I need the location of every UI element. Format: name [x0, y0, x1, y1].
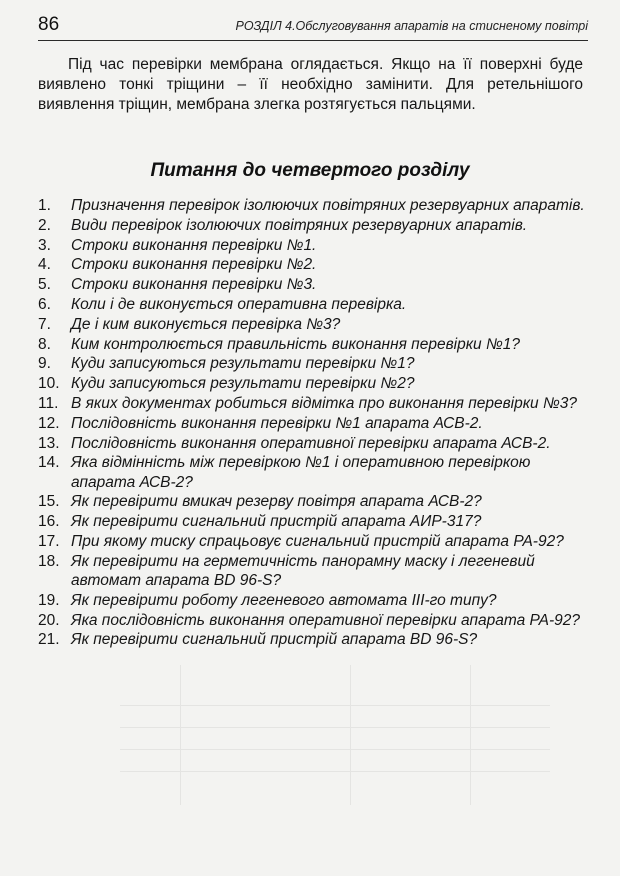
question-text: Види перевірок ізолюючих повітряних резервуарних апаратів. — [71, 216, 528, 234]
question-text: Де і ким виконується перевірка №3? — [71, 315, 341, 333]
question-item — [38, 434, 586, 453]
question-item — [38, 255, 586, 274]
question-number: 1. — [38, 197, 51, 214]
question-number: 16. — [38, 513, 60, 531]
question-item — [38, 315, 586, 334]
question-text: Послідовність виконання оперативної перевірки апарата АСВ-2. — [71, 434, 551, 452]
question-number: 5. — [38, 276, 51, 294]
question-text: Строки виконання перевірки №3. — [71, 276, 317, 294]
question-number: 4. — [38, 256, 51, 274]
question-item — [38, 295, 586, 314]
question-item — [38, 492, 586, 511]
question-text: В яких документах робиться відмітка про виконання перевірки №3? — [71, 394, 578, 412]
question-item — [38, 335, 586, 354]
question-item — [38, 591, 586, 610]
questions-list — [38, 196, 586, 650]
bleed-through-shadow — [120, 665, 550, 845]
question-item — [38, 236, 586, 255]
question-item — [38, 354, 586, 373]
question-item — [38, 394, 586, 413]
question-text: Яка послідовність виконання оперативної перевірки апарата РА-92? — [71, 611, 581, 629]
question-number: 7. — [38, 315, 51, 333]
question-text: Строки виконання перевірки №1. — [71, 236, 317, 254]
question-item — [38, 630, 586, 649]
question-number: 11. — [38, 394, 59, 412]
question-text: Послідовність виконання перевірки №1 апарата АСВ-2. — [71, 414, 483, 432]
question-number: 12. — [38, 414, 60, 432]
question-text: Як перевірити роботу легеневого автомата ІІІ-го типу? — [71, 591, 497, 609]
question-number: 3. — [38, 236, 51, 254]
question-number: 15. — [38, 493, 60, 511]
question-number: 17. — [38, 532, 60, 550]
question-text: Як перевірити сигнальний пристрій апарата АИР-317? — [71, 513, 482, 531]
question-item — [38, 552, 586, 590]
question-item — [38, 196, 586, 215]
question-item — [38, 275, 586, 294]
question-item — [38, 512, 586, 531]
question-item — [38, 532, 586, 551]
question-number: 10. — [38, 375, 60, 393]
question-number: 20. — [38, 611, 60, 629]
intro-paragraph: Під час перевірки мембрана оглядається. Якщо на її поверхні буде виявлено тонкі тріщини – її необхідно замінити. Для ретельнішого виявлення тріщин, мембрана злегка розтягується пальцями. — [38, 56, 583, 113]
question-text: Як перевірити сигнальний пристрій апарата BD 96-S? — [71, 631, 478, 649]
question-number: 21. — [38, 631, 60, 649]
question-number: 6. — [38, 295, 51, 313]
question-item — [38, 611, 586, 630]
question-number: 18. — [38, 552, 60, 570]
question-text: Коли і де виконується оперативна перевірка. — [71, 295, 407, 313]
question-text: Як перевірити на герметичність панорамну маску і легеневий автомат апарата BD 96-S? — [71, 552, 535, 589]
question-text: Куди записуються результати перевірки №1? — [71, 355, 415, 373]
question-number: 2. — [38, 216, 51, 234]
question-text: Ким контролюється правильність виконання перевірки №1? — [71, 335, 521, 353]
question-item — [38, 216, 586, 235]
question-text: При якому тиску спрацьовує сигнальний пристрій апарата РА-92? — [71, 532, 564, 550]
question-text: Призначення перевірок ізолюючих повітряних резервуарних апаратів. — [71, 197, 585, 214]
section-title: Питання до четвертого розділу — [150, 160, 470, 181]
question-number: 13. — [38, 434, 60, 452]
question-number: 14. — [38, 454, 60, 472]
page-header — [38, 12, 588, 41]
question-text: Строки виконання перевірки №2. — [71, 256, 317, 274]
page-number: 86 — [38, 14, 60, 35]
question-number: 19. — [38, 591, 60, 609]
question-number: 8. — [38, 335, 51, 353]
question-text: Як перевірити вмикач резерву повітря апарата АСВ-2? — [71, 493, 482, 511]
question-item — [38, 414, 586, 433]
running-header: РОЗДІЛ 4.Обслуговування апаратів на стисненому повітрі — [235, 19, 588, 33]
question-item — [38, 374, 586, 393]
question-item — [38, 453, 586, 491]
question-number: 9. — [38, 355, 51, 373]
question-text: Яка відмінність між перевіркою №1 і оперативною перевіркою апарата АСВ-2? — [71, 454, 531, 491]
question-text: Куди записуються результати перевірки №2? — [71, 375, 415, 393]
